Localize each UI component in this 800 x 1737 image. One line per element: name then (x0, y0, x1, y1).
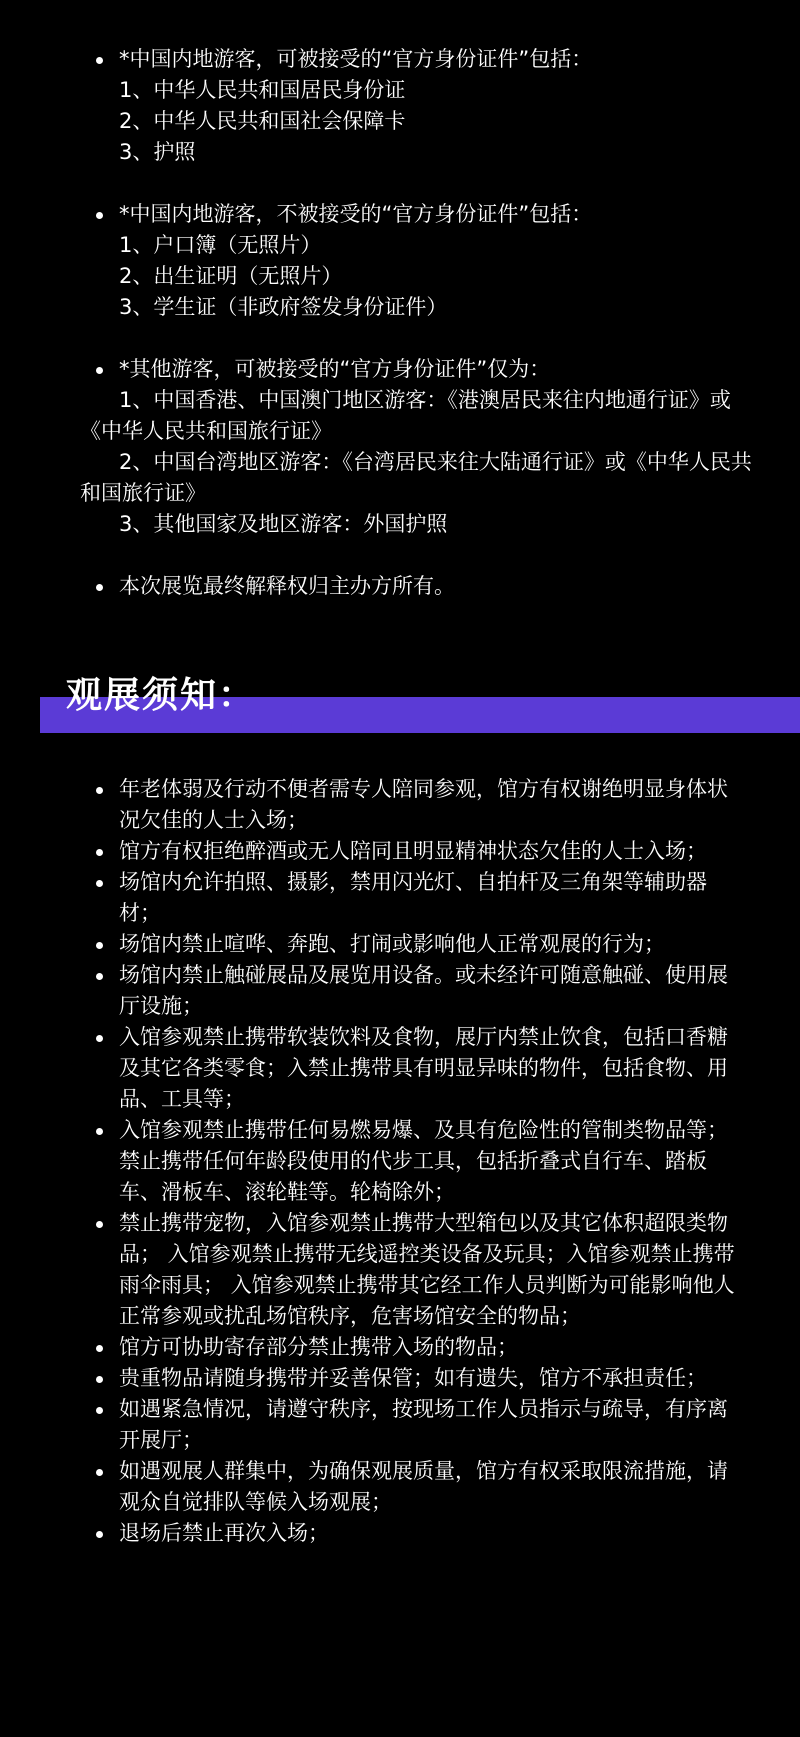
rule-item (0, 1394, 800, 1456)
rule-item (0, 1208, 800, 1332)
rule-text: 退场后禁止再次入场； (119, 1521, 329, 1545)
notice-heading-banner (0, 670, 800, 734)
rule-text: 年老体弱及行动不便者需专人陪同参观，馆方有权谢绝明显身体状况欠佳的人士入场； (119, 777, 728, 832)
list-item (0, 75, 800, 106)
rule-item (0, 1022, 800, 1115)
bullet-icon (96, 1376, 103, 1383)
bullet-icon (96, 1035, 103, 1042)
rule-item (0, 960, 800, 1022)
rule-item (0, 1115, 800, 1208)
rule-text: 贵重物品请随身携带并妥善保管；如有遗失，馆方不承担责任； (119, 1366, 707, 1390)
bullet-icon (96, 1128, 103, 1135)
rule-text: 场馆内禁止喧哗、奔跑、打闹或影响他人正常观展的行为； (119, 932, 665, 956)
rule-item (0, 774, 800, 836)
bullet-icon (96, 787, 103, 794)
notice-heading: 观展须知： (66, 675, 257, 716)
bullet-icon (96, 1531, 103, 1538)
final-note: 本次展览最终解释权归主办方所有。 (119, 574, 455, 598)
rejected-ids-title: *中国内地游客，不被接受的“官方身份证件”包括： (119, 202, 593, 226)
list-item (0, 106, 800, 137)
other-id-item: 3、其他国家及地区游客：外国护照 (119, 512, 448, 536)
rule-item (0, 1518, 800, 1549)
rejected-id-item: 1、户口簿（无照片） (119, 233, 322, 257)
rule-item (0, 1363, 800, 1394)
bullet-icon (96, 1469, 103, 1476)
bullet-icon (96, 212, 103, 219)
rule-text: 入馆参观禁止携带任何易燃易爆、及具有危险性的管制类物品等； 禁止携带任何年龄段使用的代步工具，包括折叠式自行车、踏板车、滑板车、滚轮鞋等。轮椅除外； (119, 1118, 728, 1204)
id-requirements-section (0, 44, 800, 633)
accepted-id-item: 1、中华人民共和国居民身份证 (119, 78, 406, 102)
bullet-icon (96, 973, 103, 980)
list-item (0, 509, 800, 540)
list-item (0, 199, 800, 230)
accepted-ids-block (0, 44, 800, 168)
rejected-id-item: 2、出生证明（无照片） (119, 264, 343, 288)
bullet-icon (96, 849, 103, 856)
other-id-item: 2、中国台湾地区游客：《台湾居民来往大陆通行证》或《中华人民共和国旅行证》 (80, 450, 752, 505)
bullet-icon (96, 367, 103, 374)
rule-item (0, 867, 800, 929)
rejected-ids-block (0, 199, 800, 323)
rule-text: 场馆内允许拍照、摄影，禁用闪光灯、自拍杆及三角架等辅助器材； (119, 870, 707, 925)
list-item (0, 571, 800, 602)
rule-text: 馆方可协助寄存部分禁止携带入场的物品； (119, 1335, 518, 1359)
bullet-icon (96, 1345, 103, 1352)
bullet-icon (96, 880, 103, 887)
bullet-icon (96, 1221, 103, 1228)
rules-list (0, 774, 800, 1549)
list-item (0, 354, 800, 385)
list-item (0, 261, 800, 292)
list-item (0, 137, 800, 168)
accepted-ids-title: *中国内地游客，可被接受的“官方身份证件”包括： (119, 47, 593, 71)
rule-text: 禁止携带宠物，入馆参观禁止携带大型箱包以及其它体积超限类物品； 入馆参观禁止携带无线遥控类设备及玩具；入馆参观禁止携带雨伞雨具； 入馆参观禁止携带其它经工作人员判断为可能影响他人正常参观或扰乱场馆秩序，危害场馆安全的物品； (119, 1211, 735, 1328)
other-ids-block (0, 354, 800, 540)
rule-item (0, 1456, 800, 1518)
list-item (0, 292, 800, 323)
final-note-block (0, 571, 800, 602)
other-id-item: 1、中国香港、中国澳门地区游客：《港澳居民来往内地通行证》或《中华人民共和国旅行证》 (80, 388, 731, 443)
bullet-icon (96, 584, 103, 591)
rejected-id-item: 3、学生证（非政府签发身份证件） (119, 295, 448, 319)
rules-section (0, 774, 800, 1549)
other-ids-title: *其他游客，可被接受的“官方身份证件”仅为： (119, 357, 551, 381)
bullet-icon (96, 1407, 103, 1414)
bullet-icon (96, 942, 103, 949)
accepted-id-item: 3、护照 (119, 140, 196, 164)
rule-text: 如遇紧急情况，请遵守秩序，按现场工作人员指示与疏导，有序离开展厅； (119, 1397, 728, 1452)
list-item (0, 230, 800, 261)
bullet-icon (96, 57, 103, 64)
rule-text: 场馆内禁止触碰展品及展览用设备。或未经许可随意触碰、使用展厅设施； (119, 963, 728, 1018)
accepted-id-item: 2、中华人民共和国社会保障卡 (119, 109, 406, 133)
rule-text: 馆方有权拒绝醉酒或无人陪同且明显精神状态欠佳的人士入场； (119, 839, 707, 863)
list-item (0, 44, 800, 75)
rule-text: 入馆参观禁止携带软装饮料及食物，展厅内禁止饮食，包括口香糖及其它各类零食；入禁止携带具有明显异味的物件，包括食物、用品、工具等； (119, 1025, 728, 1111)
rule-item (0, 929, 800, 960)
rule-item (0, 836, 800, 867)
rule-text: 如遇观展人群集中，为确保观展质量，馆方有权采取限流措施，请观众自觉排队等候入场观展； (119, 1459, 728, 1514)
rule-item (0, 1332, 800, 1363)
